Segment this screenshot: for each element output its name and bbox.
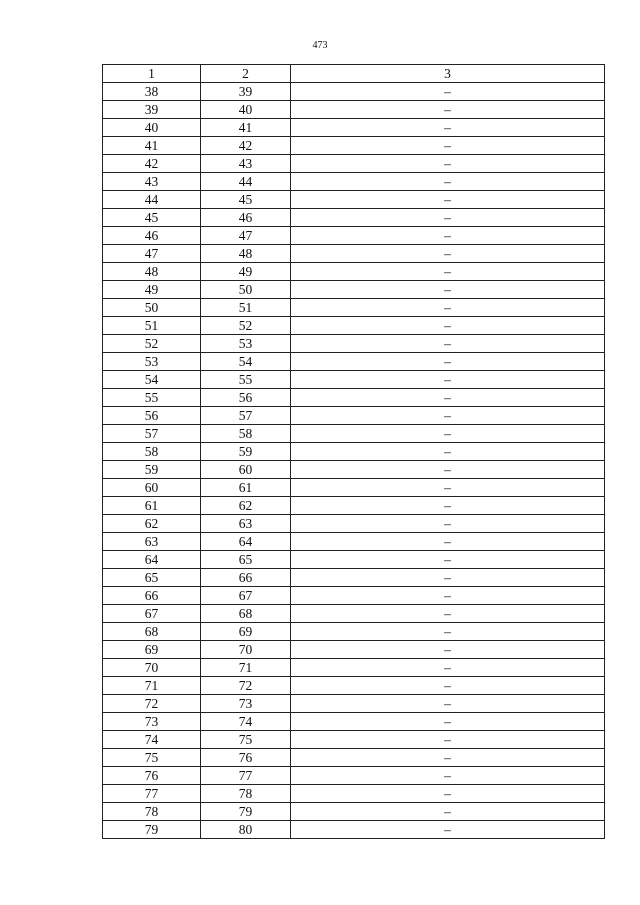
table-cell-col-2: 80	[201, 821, 291, 839]
table-cell-col-2: 75	[201, 731, 291, 749]
table-row	[103, 551, 605, 569]
table-cell-col-1: 51	[103, 317, 201, 335]
table-cell-col-3: –	[291, 659, 605, 677]
table-cell-col-1: 45	[103, 209, 201, 227]
table-row	[103, 299, 605, 317]
table-cell-col-2: 53	[201, 335, 291, 353]
table-cell-col-1: 61	[103, 497, 201, 515]
table-row	[103, 353, 605, 371]
page-number: 473	[312, 40, 328, 51]
table-cell-col-2: 74	[201, 713, 291, 731]
table-row	[103, 821, 605, 839]
table-cell-col-3: –	[291, 713, 605, 731]
table-cell-col-2: 42	[201, 137, 291, 155]
table-cell-col-2: 64	[201, 533, 291, 551]
table-row	[103, 155, 605, 173]
table-cell-col-1: 60	[103, 479, 201, 497]
table-cell-col-3: –	[291, 479, 605, 497]
table-cell-col-2: 57	[201, 407, 291, 425]
table-cell-col-2: 68	[201, 605, 291, 623]
table-row	[103, 335, 605, 353]
table-cell-col-1: 49	[103, 281, 201, 299]
table-cell-col-1: 43	[103, 173, 201, 191]
table-row	[103, 389, 605, 407]
table-row	[103, 425, 605, 443]
table-row	[103, 623, 605, 641]
table-cell-col-3: –	[291, 155, 605, 173]
table-row	[103, 695, 605, 713]
table-cell-col-2: 43	[201, 155, 291, 173]
table-cell-col-1: 39	[103, 101, 201, 119]
table-cell-col-1: 74	[103, 731, 201, 749]
table-cell-col-2: 50	[201, 281, 291, 299]
table-cell-col-2: 52	[201, 317, 291, 335]
table-cell-col-3: –	[291, 137, 605, 155]
table-cell-col-1: 56	[103, 407, 201, 425]
table-row	[103, 605, 605, 623]
column-header-3: 3	[291, 65, 605, 83]
table-cell-col-3: –	[291, 695, 605, 713]
table-cell-col-2: 49	[201, 263, 291, 281]
table-cell-col-2: 54	[201, 353, 291, 371]
table-cell-col-1: 50	[103, 299, 201, 317]
table-cell-col-3: –	[291, 587, 605, 605]
table-row	[103, 317, 605, 335]
table-row	[103, 767, 605, 785]
table-row	[103, 209, 605, 227]
table-row	[103, 677, 605, 695]
table-cell-col-3: –	[291, 425, 605, 443]
table-cell-col-2: 47	[201, 227, 291, 245]
table-cell-col-3: –	[291, 497, 605, 515]
table-cell-col-3: –	[291, 605, 605, 623]
table-cell-col-2: 59	[201, 443, 291, 461]
table-row	[103, 533, 605, 551]
table-cell-col-3: –	[291, 677, 605, 695]
table-row	[103, 263, 605, 281]
table-row	[103, 245, 605, 263]
table-row	[103, 281, 605, 299]
table-cell-col-1: 52	[103, 335, 201, 353]
table-cell-col-1: 70	[103, 659, 201, 677]
table-row	[103, 713, 605, 731]
table-row	[103, 227, 605, 245]
table-cell-col-3: –	[291, 281, 605, 299]
table-cell-col-2: 72	[201, 677, 291, 695]
table-cell-col-1: 76	[103, 767, 201, 785]
table-cell-col-1: 47	[103, 245, 201, 263]
table-cell-col-2: 79	[201, 803, 291, 821]
table-row	[103, 803, 605, 821]
table-row	[103, 479, 605, 497]
table-cell-col-1: 40	[103, 119, 201, 137]
table-cell-col-1: 55	[103, 389, 201, 407]
table-cell-col-2: 77	[201, 767, 291, 785]
table-cell-col-1: 73	[103, 713, 201, 731]
table-cell-col-3: –	[291, 353, 605, 371]
table-row	[103, 785, 605, 803]
table-row	[103, 461, 605, 479]
table-row	[103, 83, 605, 101]
table-row	[103, 137, 605, 155]
table-cell-col-3: –	[291, 551, 605, 569]
table-cell-col-2: 71	[201, 659, 291, 677]
table-cell-col-1: 59	[103, 461, 201, 479]
table-cell-col-3: –	[291, 443, 605, 461]
table-body	[103, 83, 605, 839]
table-row	[103, 191, 605, 209]
table-cell-col-3: –	[291, 785, 605, 803]
table-row	[103, 569, 605, 587]
table-cell-col-3: –	[291, 515, 605, 533]
table-cell-col-3: –	[291, 317, 605, 335]
table-cell-col-1: 77	[103, 785, 201, 803]
table-cell-col-1: 38	[103, 83, 201, 101]
table-cell-col-2: 45	[201, 191, 291, 209]
table-cell-col-3: –	[291, 803, 605, 821]
table-row	[103, 515, 605, 533]
table-cell-col-3: –	[291, 461, 605, 479]
table-cell-col-2: 62	[201, 497, 291, 515]
table-cell-col-1: 69	[103, 641, 201, 659]
table-cell-col-2: 60	[201, 461, 291, 479]
table-row	[103, 443, 605, 461]
table-cell-col-2: 55	[201, 371, 291, 389]
table-cell-col-3: –	[291, 389, 605, 407]
table-cell-col-1: 41	[103, 137, 201, 155]
table-cell-col-2: 76	[201, 749, 291, 767]
table-cell-col-1: 79	[103, 821, 201, 839]
table-cell-col-1: 53	[103, 353, 201, 371]
table-cell-col-1: 66	[103, 587, 201, 605]
table-cell-col-3: –	[291, 263, 605, 281]
table-cell-col-3: –	[291, 227, 605, 245]
data-table	[102, 64, 605, 839]
table-cell-col-1: 67	[103, 605, 201, 623]
table-cell-col-3: –	[291, 335, 605, 353]
table-cell-col-2: 48	[201, 245, 291, 263]
table-cell-col-1: 65	[103, 569, 201, 587]
table-row	[103, 749, 605, 767]
table-cell-col-3: –	[291, 299, 605, 317]
table-cell-col-3: –	[291, 245, 605, 263]
table-cell-col-2: 69	[201, 623, 291, 641]
table-cell-col-2: 58	[201, 425, 291, 443]
table-cell-col-2: 67	[201, 587, 291, 605]
table-row	[103, 587, 605, 605]
table-row	[103, 497, 605, 515]
table-cell-col-2: 56	[201, 389, 291, 407]
table-cell-col-3: –	[291, 209, 605, 227]
column-header-2: 2	[201, 65, 291, 83]
table-cell-col-3: –	[291, 731, 605, 749]
table-cell-col-2: 39	[201, 83, 291, 101]
table-cell-col-2: 51	[201, 299, 291, 317]
table-row	[103, 641, 605, 659]
table-row	[103, 173, 605, 191]
table-cell-col-2: 78	[201, 785, 291, 803]
column-header-1: 1	[103, 65, 201, 83]
table-cell-col-1: 78	[103, 803, 201, 821]
table-cell-col-2: 63	[201, 515, 291, 533]
table-row	[103, 407, 605, 425]
table-cell-col-2: 65	[201, 551, 291, 569]
table-cell-col-1: 48	[103, 263, 201, 281]
table-cell-col-1: 71	[103, 677, 201, 695]
table-cell-col-1: 57	[103, 425, 201, 443]
table-header-row	[103, 65, 605, 83]
table-cell-col-2: 61	[201, 479, 291, 497]
table-row	[103, 731, 605, 749]
table-cell-col-2: 70	[201, 641, 291, 659]
table-cell-col-3: –	[291, 83, 605, 101]
table-row	[103, 119, 605, 137]
table-cell-col-3: –	[291, 767, 605, 785]
table-cell-col-3: –	[291, 569, 605, 587]
table-row	[103, 371, 605, 389]
table-cell-col-3: –	[291, 191, 605, 209]
table-cell-col-3: –	[291, 119, 605, 137]
table-cell-col-1: 63	[103, 533, 201, 551]
table-cell-col-1: 62	[103, 515, 201, 533]
table-cell-col-3: –	[291, 371, 605, 389]
table-cell-col-3: –	[291, 173, 605, 191]
table-cell-col-1: 54	[103, 371, 201, 389]
table-row	[103, 101, 605, 119]
table-cell-col-3: –	[291, 749, 605, 767]
table-cell-col-1: 72	[103, 695, 201, 713]
table-cell-col-1: 42	[103, 155, 201, 173]
table-row	[103, 659, 605, 677]
table-cell-col-1: 44	[103, 191, 201, 209]
table-cell-col-1: 68	[103, 623, 201, 641]
table-cell-col-2: 44	[201, 173, 291, 191]
table-cell-col-1: 64	[103, 551, 201, 569]
table-cell-col-3: –	[291, 407, 605, 425]
table-cell-col-3: –	[291, 101, 605, 119]
table-cell-col-2: 40	[201, 101, 291, 119]
table-cell-col-3: –	[291, 623, 605, 641]
table-cell-col-1: 46	[103, 227, 201, 245]
table-cell-col-1: 75	[103, 749, 201, 767]
table-cell-col-2: 73	[201, 695, 291, 713]
table-cell-col-1: 58	[103, 443, 201, 461]
table-cell-col-3: –	[291, 533, 605, 551]
table-cell-col-2: 66	[201, 569, 291, 587]
table-cell-col-2: 41	[201, 119, 291, 137]
table-cell-col-2: 46	[201, 209, 291, 227]
table-cell-col-3: –	[291, 641, 605, 659]
table-cell-col-3: –	[291, 821, 605, 839]
